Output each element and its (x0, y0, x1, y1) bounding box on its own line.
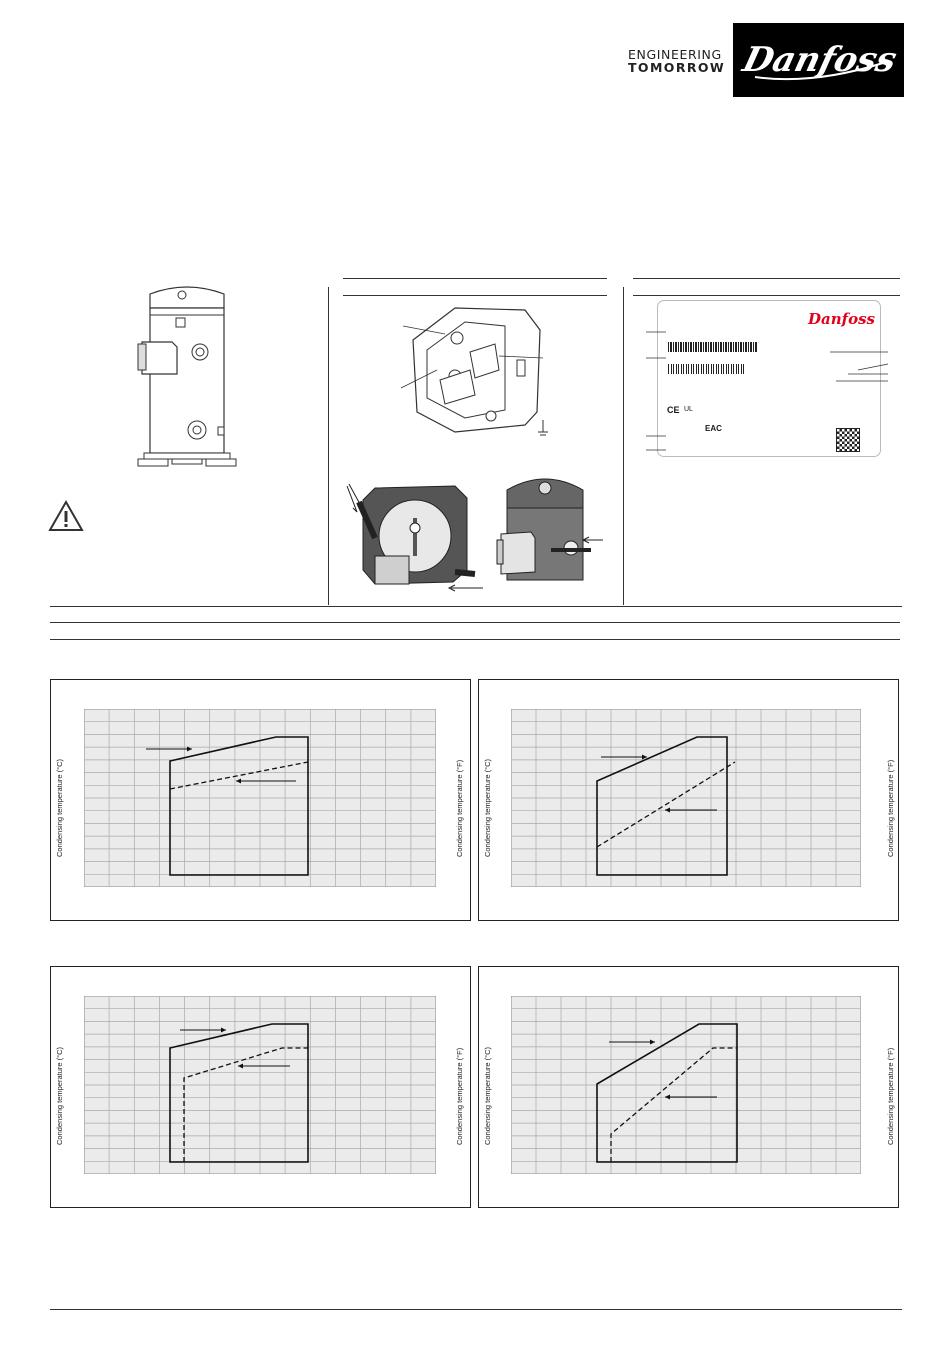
tagline-engineering: ENGINEERING (628, 47, 722, 62)
chart-4-ylabel-left: Condensing temperature (°C) (483, 1046, 492, 1145)
chart-2-plot (511, 709, 861, 887)
chart-2-ylabel-left: Condensing temperature (°C) (483, 758, 492, 857)
chart-2-ylabel-right: Condensing temperature (°F) (886, 759, 895, 857)
chart-3-ylabel-left: Condensing temperature (°C) (55, 1046, 64, 1145)
chart-1-ylabel-right: Condensing temperature (°F) (455, 759, 464, 857)
warning-icon (48, 500, 84, 532)
chart-4-ylabel-right: Condensing temperature (°F) (886, 1047, 895, 1145)
chart-3-ylabel-right: Condensing temperature (°F) (455, 1047, 464, 1145)
danfoss-logo (733, 23, 904, 97)
terminal-cover-illustration (495, 470, 605, 585)
cover-removal-illustration (345, 478, 485, 598)
compressor-illustration (132, 282, 242, 472)
terminal-box-illustration (395, 300, 555, 440)
chart-4-plot (511, 996, 861, 1174)
chart-1-plot (84, 709, 436, 887)
nameplate-leader-lines (640, 320, 890, 460)
chart-3-plot (84, 996, 436, 1174)
eac-mark: EAC (705, 424, 722, 433)
svg-text:Danfoss: Danfoss (738, 40, 901, 80)
nameplate-logo: Danfoss (808, 310, 875, 328)
ce-mark: CE (667, 405, 680, 415)
tagline-tomorrow: TOMORROW (628, 60, 726, 75)
chart-1-ylabel-left: Condensing temperature (°C) (55, 758, 64, 857)
ul-mark: UL (684, 406, 693, 413)
